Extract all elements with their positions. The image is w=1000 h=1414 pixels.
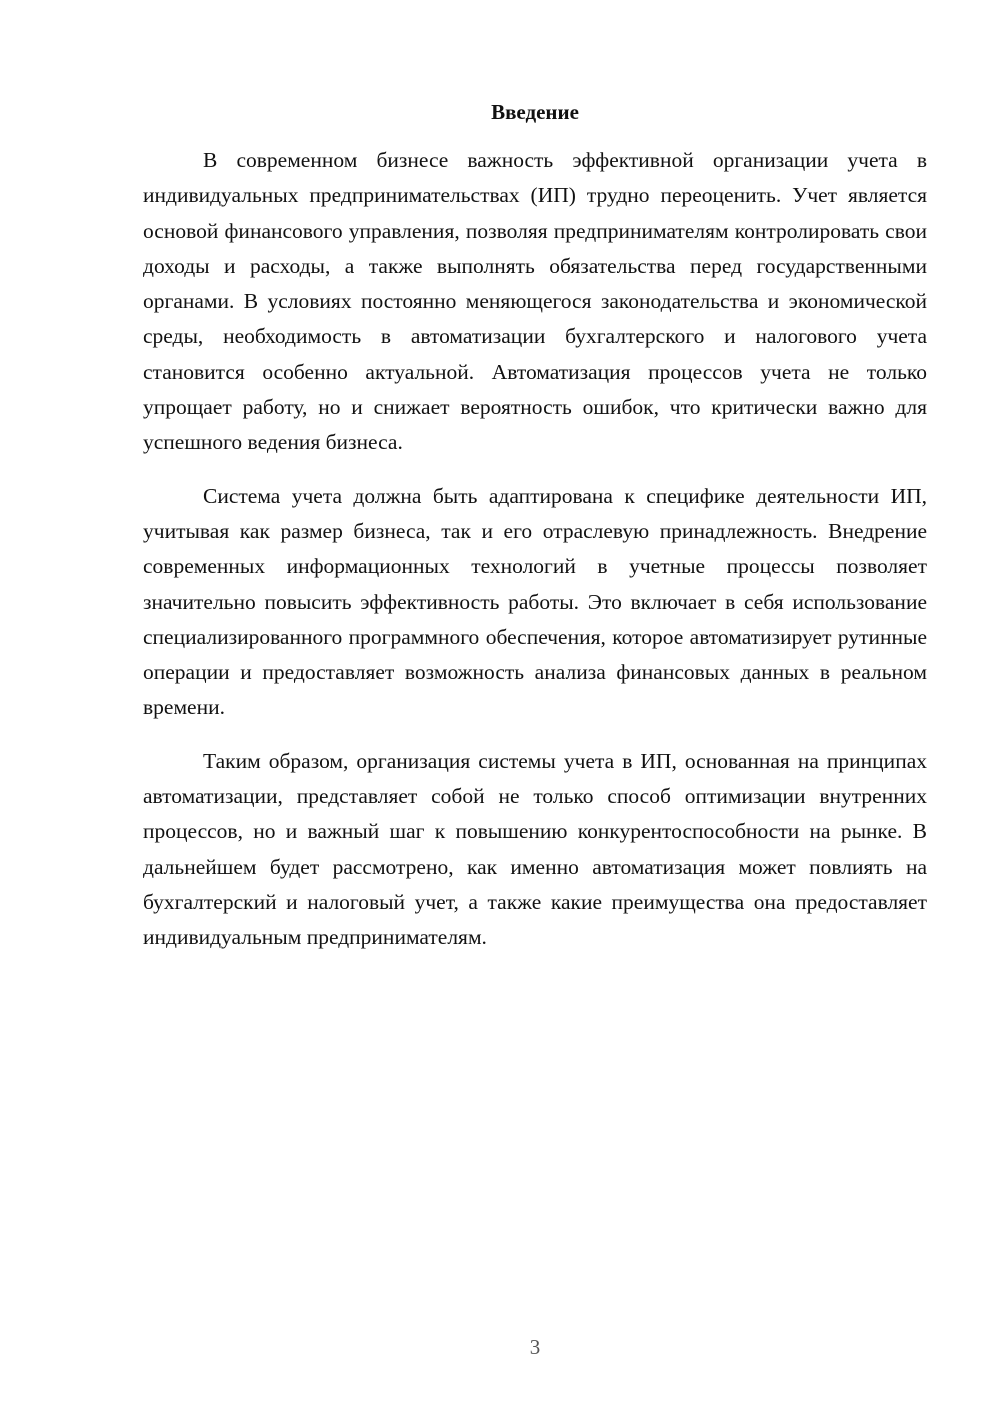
- page-title: Введение: [491, 100, 579, 124]
- paragraph-3: Таким образом, организация системы учета в ИП, основанная на принципах автоматизации, представляет собой не только способ оптимизации внутренних процессов, но и важный шаг к повышению конкурентоспособности на рынке. В дальнейшем будет рассмотрено, как именно автоматизация может повлиять на бухгалтерский и налоговый учет, а также какие преимущества она предоставляет индивидуальным предпринимателям.: [143, 748, 927, 950]
- body-text: [143, 143, 927, 974]
- paragraph-2: Система учета должна быть адаптирована к специфике деятельности ИП, учитывая как размер бизнеса, так и его отраслевую принадлежность. Внедрение современных информационных технологий в учетные процессы позволяет значительно повысить эффективность работы. Это включает в себя использование специализированного программного обеспечения, которое автоматизирует рутинные операции и предоставляет возможность анализа финансовых данных в реальном времени.: [143, 483, 927, 720]
- paragraph-1: В современном бизнесе важность эффективной организации учета в индивидуальных предпринимательствах (ИП) трудно переоценить. Учет является основой финансового управления, позволяя предпринимателям контролировать свои доходы и расходы, а также выполнять обязательства перед государственными органами. В условиях постоянно меняющегося законодательства и экономической среды, необходимость в автоматизации бухгалтерского и налогового учета становится особенно актуальной. Автоматизация процессов учета не только упрощает работу, но и снижает вероятность ошибок, что критически важно для успешного ведения бизнеса.: [143, 148, 927, 455]
- page-number: 3: [529, 1335, 541, 1359]
